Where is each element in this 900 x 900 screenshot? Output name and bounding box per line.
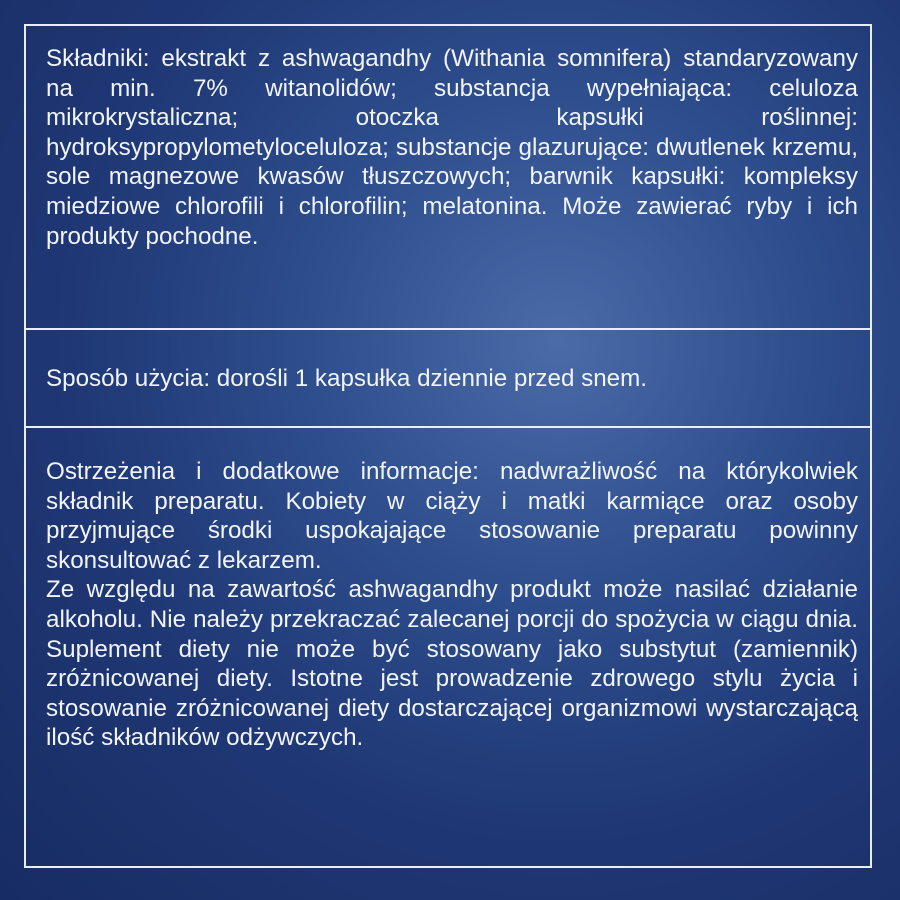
ingredients-text: Składniki: ekstrakt z ashwagandhy (Withania somnifera) standaryzowany na min. 7% witanolidów; substancja wypełniająca: celuloza mikrokrystaliczna; otoczka kapsułki roślinnej: hydroksypropylometyloceluloza; substancje glazurujące: dwutlenek krzemu, sole magnezowe kwasów tłuszczowych; barwnik kapsułki: kompleksy miedziowe chlorofili i chlorofilin; melatonina. Może zawierać ryby i ich produkty pochodne. [46, 45, 858, 250]
usage-section [46, 364, 858, 394]
usage-text: Sposób użycia: dorośli 1 kapsułka dziennie przed snem. [46, 365, 647, 392]
section-divider-bottom [24, 426, 872, 428]
warnings-section [46, 457, 858, 753]
ingredients-section [46, 44, 858, 251]
warnings-paragraph-2: Ze względu na zawartość ashwagandhy produkt może nasilać działanie alkoholu. Nie należy przekraczać zalecanej porcji do spożycia w ciągu dnia. Suplement diety nie może być stosowany jako substytut (zamiennik) zróżnicowanej diety. Istotne jest prowadzenie zdrowego stylu życia i stosowanie zróżnicowanej diety dostarczającej organizmowi wystarczającą ilość składników odżywczych. [46, 576, 858, 752]
warnings-paragraph-1: Ostrzeżenia i dodatkowe informacje: nadwrażliwość na którykolwiek składnik preparatu. Kobiety w ciąży i matki karmiące oraz osoby przyjmujące środki uspokajające stosowanie preparatu powinny skonsultować z lekarzem. [46, 458, 858, 574]
section-divider-top [24, 328, 872, 330]
